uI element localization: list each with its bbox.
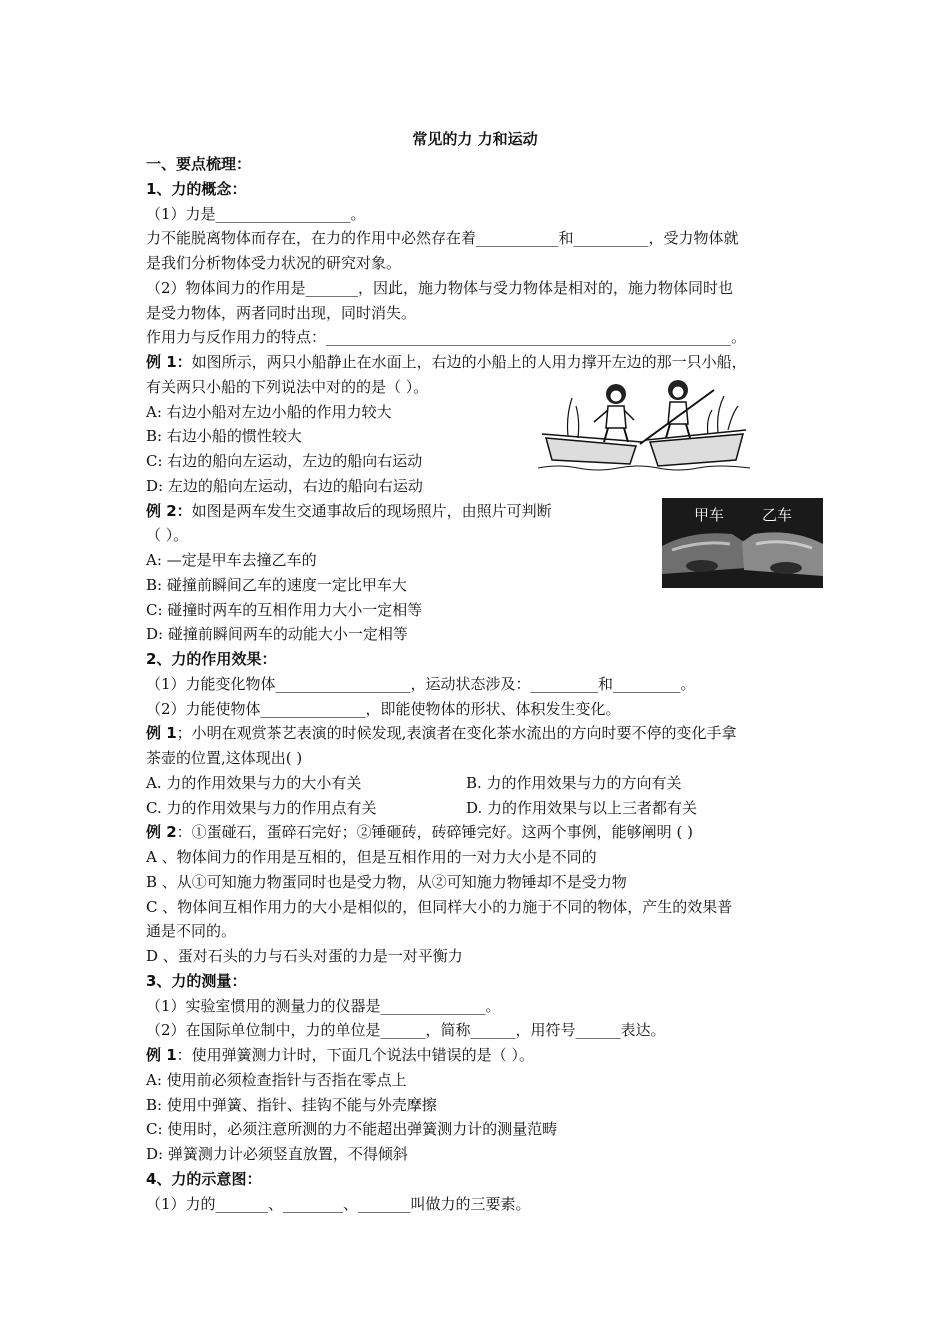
text-line [146,1043,534,1068]
text-line [146,1093,437,1118]
text-line [146,771,682,796]
line-text: 如图是两车发生交通事故后的现场照片，由照片可判断 [191,501,552,520]
line-text: 有关两只小船的下列说法中对的的是（ ）。 [146,377,429,396]
line-text: （1）实验室惯用的测量力的仪器是______________。 [146,996,501,1015]
bold-label: 2、力的作用效果： [146,650,277,668]
line-text: （1）力是__________________。 [146,204,366,223]
line-text: A: 使用前必须检查指针与否指在零点上 [146,1070,407,1089]
line-text-column-2: D. 力的作用效果与以上三者都有关 [466,798,698,817]
bold-label: 例 1 [146,724,177,743]
text-line [146,919,236,944]
text-line [146,820,693,845]
text-line [146,870,627,895]
text-line [146,1142,408,1167]
text-line [146,672,696,697]
line-text: （2）物体间力的作用是_______，因此，施力物体与受力物体是相对的，施力物体同时也 [146,278,734,297]
text-line [146,325,746,350]
line-text: ：使用弹簧测力计时，下面几个说法中错误的是（ ）。 [176,1046,534,1064]
text-line [146,1068,407,1093]
line-text: 通是不同的。 [146,922,237,941]
bold-label: 例 1： [146,353,192,371]
line-text: 如图所示，两只小船静止在水面上，右边的小船上的人用力撑开左边的那一只小船， [191,353,747,371]
text-line [146,474,423,499]
text-line [146,226,739,251]
line-text: 是受力物体，两者同时出现，同时消失。 [146,303,417,322]
line-text: （ ）。 [146,526,189,545]
line-text: ；小明在观赏茶艺表演的时候发现,表演者在变化茶水流出的方向时要不停的变化手拿 [176,724,737,743]
line-text: A. 力的作用效果与力的大小有关 [146,773,362,792]
text-line [146,499,552,524]
text-line [146,548,317,573]
line-text: （1）力的_______、________、_______叫做力的三要素。 [146,1194,531,1213]
text-line [146,424,302,449]
text-line [146,969,246,994]
text-line [146,251,401,276]
bold-label: 例 2 [146,823,177,842]
text-line [146,301,416,326]
text-line [146,523,188,548]
line-text: （2）在国际单位制中，力的单位是______，简称______，用符号______表达。 [146,1021,666,1040]
line-text-column-2: B. 力的作用效果与力的方向有关 [466,773,682,792]
text-line [146,1117,557,1142]
text-line [146,350,747,375]
line-text: D 、蛋对石头的力与石头对蛋的力是一对平衡力 [146,947,463,965]
text-line [146,598,422,623]
line-text: B: 使用中弹簧、指针、挂钩不能与外壳摩擦 [146,1095,437,1114]
bold-label: 3、力的测量： [146,971,247,990]
page-title: 常见的力 力和运动 [412,130,538,148]
text-line [146,1018,666,1043]
text-line [146,449,422,474]
crash-label-yi: 乙车 [762,506,793,524]
line-text: C. 力的作用效果与力的作用点有关 [146,798,377,817]
line-text: B 、从①可知施力物蛋同时也是受力物，从②可知施力物锤却不是受力物 [146,872,627,891]
line-text: C: 右边的船向左运动，左边的船向右运动 [146,452,423,470]
text-line [146,796,698,821]
text-line [146,573,407,598]
text-line [146,944,463,969]
bold-label: 一、要点梳理： [146,155,252,173]
bold-label: 1、力的概念： [146,179,247,198]
bold-label: 例 2： [146,501,192,520]
line-text: B: 右边小船的惯性较大 [146,427,302,446]
crash-label-jia: 甲车 [694,506,725,524]
line-text: A 、物体间力的作用是互相的，但是互相作用的一对力大小是不同的 [146,848,597,866]
text-line [146,697,621,722]
text-line [146,1167,261,1192]
line-text: ：①蛋碰石，蛋碎石完好；②锤砸砖，砖碎锤完好。这两个事例，能够阐明 ( ) [176,823,693,842]
text-line [146,895,732,920]
line-text: B: 碰撞前瞬间乙车的速度一定比甲车大 [146,575,407,594]
line-text: （2）力能使物体______________，即能使物体的形状、体积发生变化。 [146,699,621,718]
line-text: C 、物体间互相作用力的大小是相似的，但同样大小的力施于不同的物体，产生的效果普 [146,897,733,916]
line-text: D: 碰撞前瞬间两车的动能大小一定相等 [146,625,408,644]
text-line [146,152,251,177]
car-crash-photo [662,498,823,588]
line-text: C: 使用时，必须注意所测的力不能超出弹簧测力计的测量范畴 [146,1120,558,1139]
text-line [146,746,302,771]
text-line [146,177,246,202]
line-text: A: 右边小船对左边小船的作用力较大 [146,402,392,421]
bold-label: 例 1 [146,1046,177,1064]
line-text: （1）力能变化物体__________________，运动状态涉及：_________和_________。 [146,674,696,693]
text-line [146,202,366,227]
text-line [146,721,736,746]
line-text: 力不能脱离物体而存在，在力的作用中必然存在着___________和__________，受力物体就 [146,229,739,248]
line-text: C: 碰撞时两车的互相作用力大小一定相等 [146,600,423,619]
line-text: 是我们分析物体受力状况的研究对象。 [146,254,402,272]
line-text: D: 左边的船向左运动，右边的船向右运动 [146,476,423,495]
text-line [146,845,597,870]
boats-illustration [538,376,750,474]
text-line [146,1192,531,1217]
text-line [146,622,408,647]
text-line [146,276,733,301]
line-text: 茶壶的位置,这体现出( ) [146,749,303,767]
text-line [146,994,501,1019]
line-text: D: 弹簧测力计必须竖直放置，不得倾斜 [146,1145,408,1163]
text-line [146,400,392,425]
text-line [146,375,428,400]
line-text: A: —定是甲车去撞乙车的 [146,551,317,569]
bold-label: 4、力的示意图： [146,1169,262,1188]
line-text: 作用力与反作用力的特点：______________________________________________________。 [146,328,747,347]
text-line [146,647,276,672]
